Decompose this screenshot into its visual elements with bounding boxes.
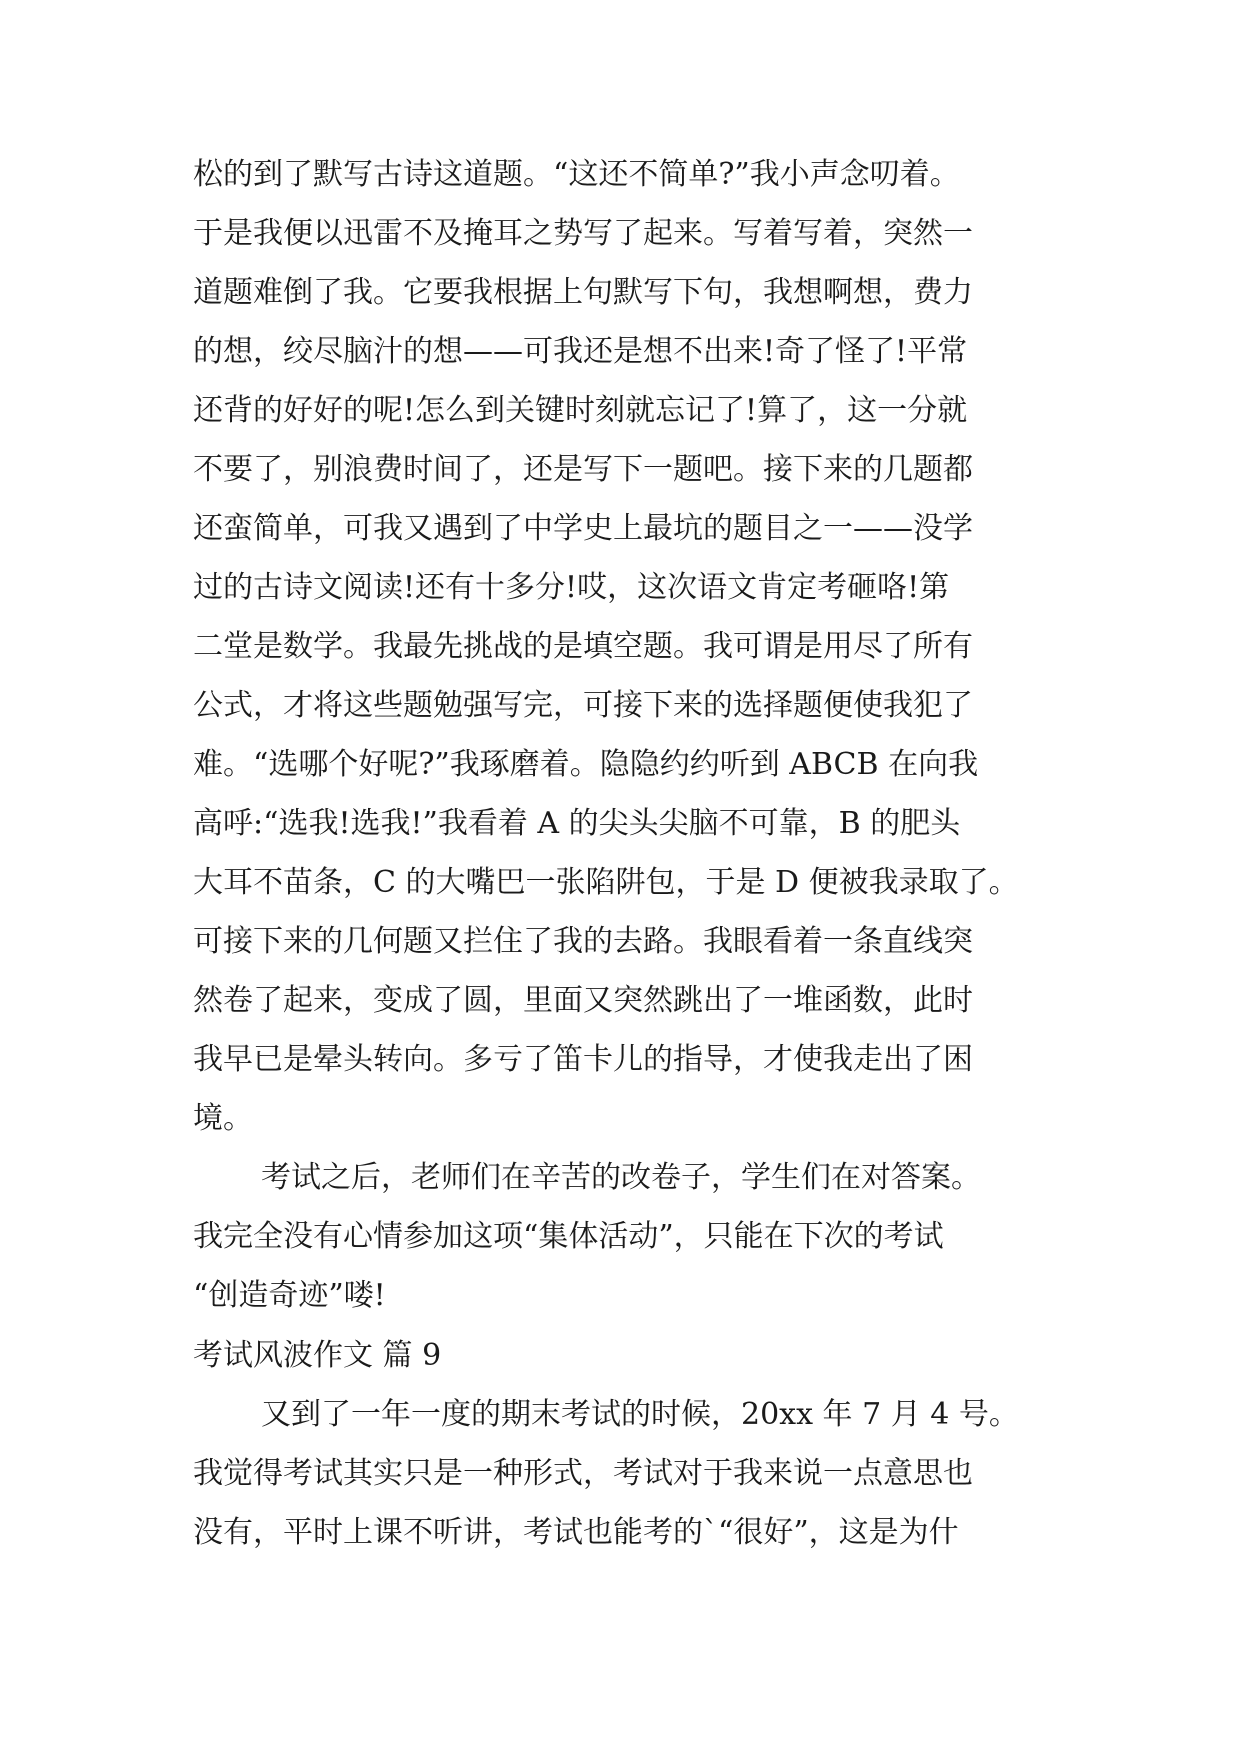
- text-line: 过的古诗文阅读!还有十多分!哎，这次语文肯定考砸咯!第: [193, 570, 950, 605]
- text-line: 没有，平时上课不听讲，考试也能考的`“很好”，这是为什: [193, 1515, 959, 1550]
- text-line: 我早已是晕头转向。多亏了笛卡儿的指导，才使我走出了困: [193, 1042, 973, 1077]
- text-line: 然卷了起来，变成了圆，里面又突然跳出了一堆函数，此时: [193, 983, 973, 1018]
- text-line: 难。“选哪个好呢?”我琢磨着。隐隐约约听到 ABCB 在向我: [193, 747, 979, 782]
- text-line: 大耳不苗条，C 的大嘴巴一张陷阱包，于是 D 便被我录取了。: [193, 865, 1019, 900]
- text-line: 还背的好好的呢!怎么到关键时刻就忘记了!算了，这一分就: [193, 393, 968, 428]
- text-line: 可接下来的几何题又拦住了我的去路。我眼看着一条直线突: [193, 924, 973, 959]
- paragraph-first-line: 又到了一年一度的期末考试的时候，20xx 年 7 月 4 号。: [261, 1397, 1019, 1432]
- text-line: 于是我便以迅雷不及掩耳之势写了起来。写着写着，突然一: [193, 216, 973, 251]
- paragraph-first-line: 考试之后，老师们在辛苦的改卷子，学生们在对答案。: [261, 1160, 981, 1195]
- text-line: 公式，才将这些题勉强写完，可接下来的选择题便使我犯了: [193, 688, 973, 723]
- text-line: 的想，绞尽脑汁的想——可我还是想不出来!奇了怪了!平常: [193, 334, 968, 369]
- text-line: 道题难倒了我。它要我根据上句默写下句，我想啊想，费力: [193, 275, 973, 310]
- text-line: 境。: [193, 1101, 253, 1136]
- text-line: 我完全没有心情参加这项“集体活动”，只能在下次的考试: [193, 1219, 944, 1254]
- text-line: “创造奇迹”喽!: [193, 1278, 386, 1313]
- text-line: 二堂是数学。我最先挑战的是填空题。我可谓是用尽了所有: [193, 629, 973, 664]
- section-heading: 考试风波作文 篇 9: [193, 1338, 442, 1373]
- text-line: 不要了，别浪费时间了，还是写下一题吧。接下来的几题都: [193, 452, 973, 487]
- text-line: 松的到了默写古诗这道题。“这还不简单?”我小声念叨着。: [193, 157, 960, 192]
- text-line: 还蛮简单，可我又遇到了中学史上最坑的题目之一——没学: [193, 511, 973, 546]
- text-line: 高呼:“选我!选我!”我看着 A 的尖头尖脑不可靠，B 的肥头: [193, 806, 961, 841]
- text-line: 我觉得考试其实只是一种形式，考试对于我来说一点意思也: [193, 1456, 973, 1491]
